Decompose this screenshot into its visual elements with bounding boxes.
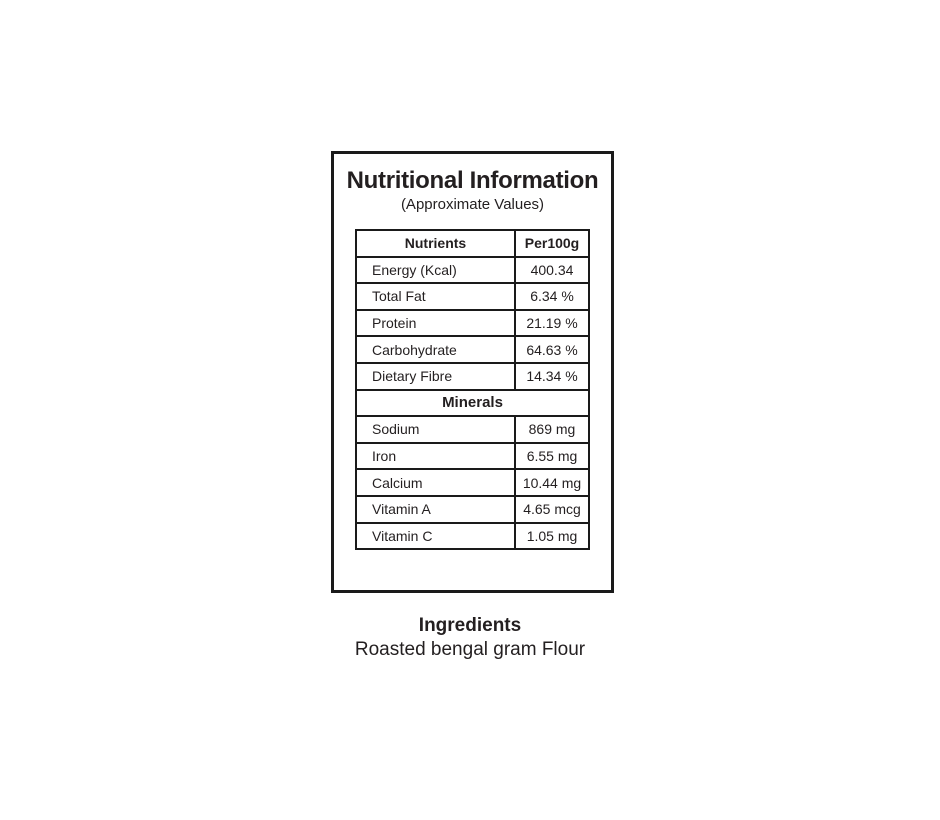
- nutrient-value: 400.34: [515, 257, 589, 284]
- mineral-value: 869 mg: [515, 416, 589, 443]
- mineral-label: Vitamin C: [356, 523, 515, 550]
- column-header-nutrients: Nutrients: [356, 230, 515, 257]
- nutrition-table: [355, 229, 590, 550]
- nutrient-label: Energy (Kcal): [356, 257, 515, 284]
- table-row: [356, 443, 589, 470]
- nutrient-label: Protein: [356, 310, 515, 337]
- mineral-value: 10.44 mg: [515, 469, 589, 496]
- nutrient-value: 21.19 %: [515, 310, 589, 337]
- table-row: [356, 283, 589, 310]
- mineral-label: Calcium: [356, 469, 515, 496]
- label-title: Nutritional Information: [346, 167, 599, 194]
- nutrient-value: 64.63 %: [515, 336, 589, 363]
- table-row: [356, 336, 589, 363]
- nutrient-value: 14.34 %: [515, 363, 589, 390]
- nutrition-label-box: [331, 151, 614, 593]
- table-row: [356, 469, 589, 496]
- ingredients-section: [0, 613, 940, 662]
- label-subtitle: (Approximate Values): [400, 196, 545, 213]
- nutrient-label: Total Fat: [356, 283, 515, 310]
- table-row: [356, 496, 589, 523]
- table-row: [356, 257, 589, 284]
- mineral-value: 4.65 mcg: [515, 496, 589, 523]
- section-header-minerals: Minerals: [356, 390, 589, 417]
- mineral-value: 1.05 mg: [515, 523, 589, 550]
- section-header-row: [356, 390, 589, 417]
- mineral-label: Vitamin A: [356, 496, 515, 523]
- table-row: [356, 310, 589, 337]
- table-row: [356, 363, 589, 390]
- table-row: [356, 416, 589, 443]
- table-header-row: [356, 230, 589, 257]
- mineral-label: Sodium: [356, 416, 515, 443]
- table-row: [356, 523, 589, 550]
- mineral-value: 6.55 mg: [515, 443, 589, 470]
- ingredients-text: Roasted bengal gram Flour: [354, 639, 586, 660]
- mineral-label: Iron: [356, 443, 515, 470]
- nutrient-value: 6.34 %: [515, 283, 589, 310]
- ingredients-heading: Ingredients: [418, 615, 522, 636]
- column-header-per100g: Per100g: [515, 230, 589, 257]
- nutrient-label: Dietary Fibre: [356, 363, 515, 390]
- nutrient-label: Carbohydrate: [356, 336, 515, 363]
